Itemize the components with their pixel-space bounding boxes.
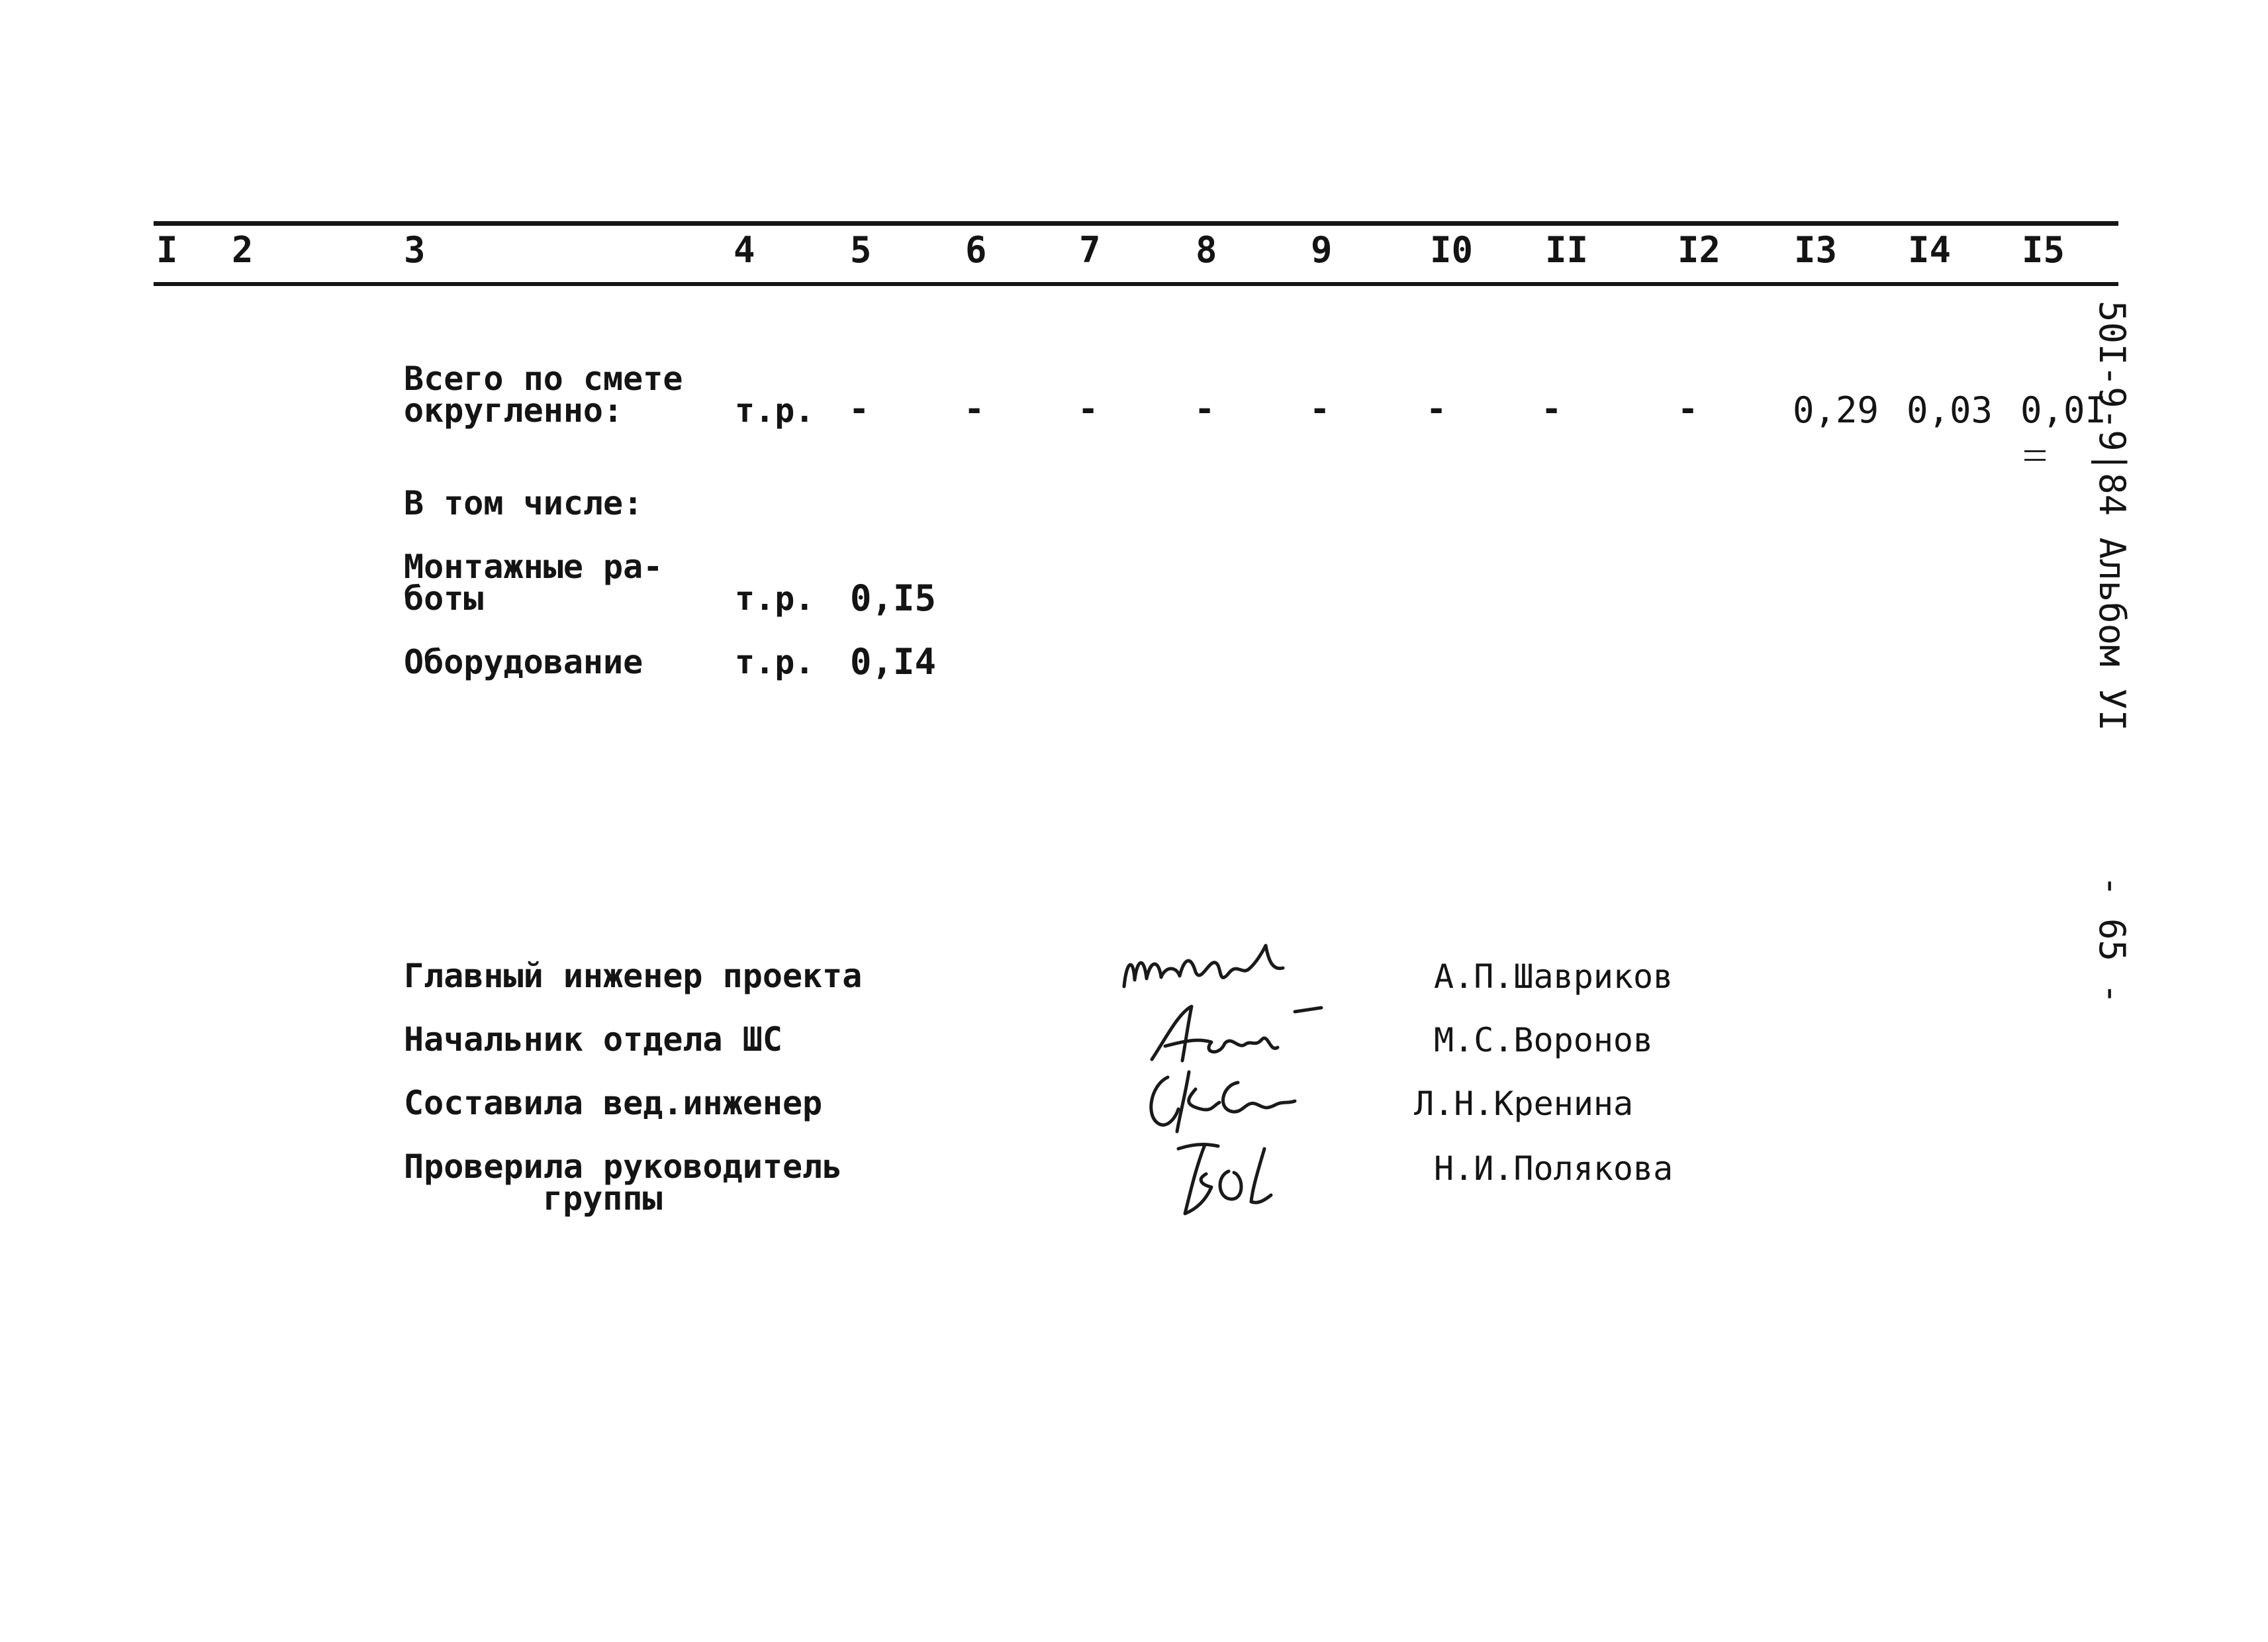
signatory-name: М.С.Воронов	[1434, 1021, 1654, 1059]
column-header-1: I	[156, 229, 178, 271]
signatory-role: Составила вед.инженер	[404, 1084, 823, 1122]
page-number: - 65 -	[2091, 875, 2133, 1005]
total-col14-value: 0,03	[1907, 389, 1993, 431]
col15-double-underline	[2024, 450, 2046, 461]
column-header-8: 8	[1196, 229, 1217, 271]
installation-label: Монтажные ра- боты	[404, 548, 663, 618]
total-col15-value: 0,0I	[2020, 389, 2107, 431]
column-header-10: I0	[1430, 229, 1474, 271]
equipment-col5-value: 0,I4	[850, 641, 937, 683]
total-col10-dash: -	[1426, 389, 1447, 429]
column-header-15: I5	[2022, 229, 2065, 271]
signatory-role: Проверила руководитель группы	[404, 1147, 843, 1218]
column-header-2: 2	[232, 229, 254, 271]
side-stamp: 50I-9-9|84 Альбом УI	[2091, 301, 2133, 732]
column-header-9: 9	[1311, 229, 1333, 271]
installation-col5-value: 0,I5	[850, 577, 937, 619]
total-col7-dash: -	[1078, 389, 1099, 429]
signature-1	[1119, 934, 1311, 1006]
including-label: В том числе:	[404, 484, 643, 522]
total-col9-dash: -	[1309, 389, 1331, 429]
header-bottom-rule	[154, 282, 2118, 286]
column-header-3: 3	[404, 229, 426, 271]
signatory-name: А.П.Шавриков	[1434, 957, 1674, 996]
column-header-14: I4	[1908, 229, 1952, 271]
column-header-4: 4	[733, 229, 755, 271]
column-header-11: II	[1545, 229, 1589, 271]
signatory-role: Главный инженер проекта	[404, 957, 863, 995]
signature-3	[1139, 1063, 1311, 1142]
signatory-name: Н.И.Полякова	[1434, 1149, 1674, 1188]
signature-4	[1165, 1135, 1298, 1222]
total-col6-dash: -	[964, 389, 985, 429]
column-header-13: I3	[1794, 229, 1838, 271]
header-top-rule	[154, 221, 2118, 226]
signatory-role: Начальник отдела ШС	[404, 1020, 782, 1059]
column-header-12: I2	[1677, 229, 1721, 271]
total-unit: т.р.	[735, 391, 815, 430]
total-col5-dash: -	[849, 389, 870, 429]
total-col13-value: 0,29	[1793, 389, 1879, 431]
column-header-6: 6	[965, 229, 987, 271]
column-header-5: 5	[850, 229, 872, 271]
column-header-7: 7	[1079, 229, 1101, 271]
equipment-label: Оборудование	[404, 643, 643, 681]
total-col8-dash: -	[1194, 389, 1215, 429]
total-col12-dash: -	[1677, 389, 1699, 429]
installation-unit: т.р.	[735, 579, 815, 618]
signature-2	[1139, 1000, 1337, 1073]
signatory-name: Л.Н.Кренина	[1414, 1085, 1634, 1123]
total-col11-dash: -	[1541, 389, 1562, 429]
total-label: Всего по смете округленно:	[404, 360, 683, 430]
equipment-unit: т.р.	[735, 643, 815, 681]
